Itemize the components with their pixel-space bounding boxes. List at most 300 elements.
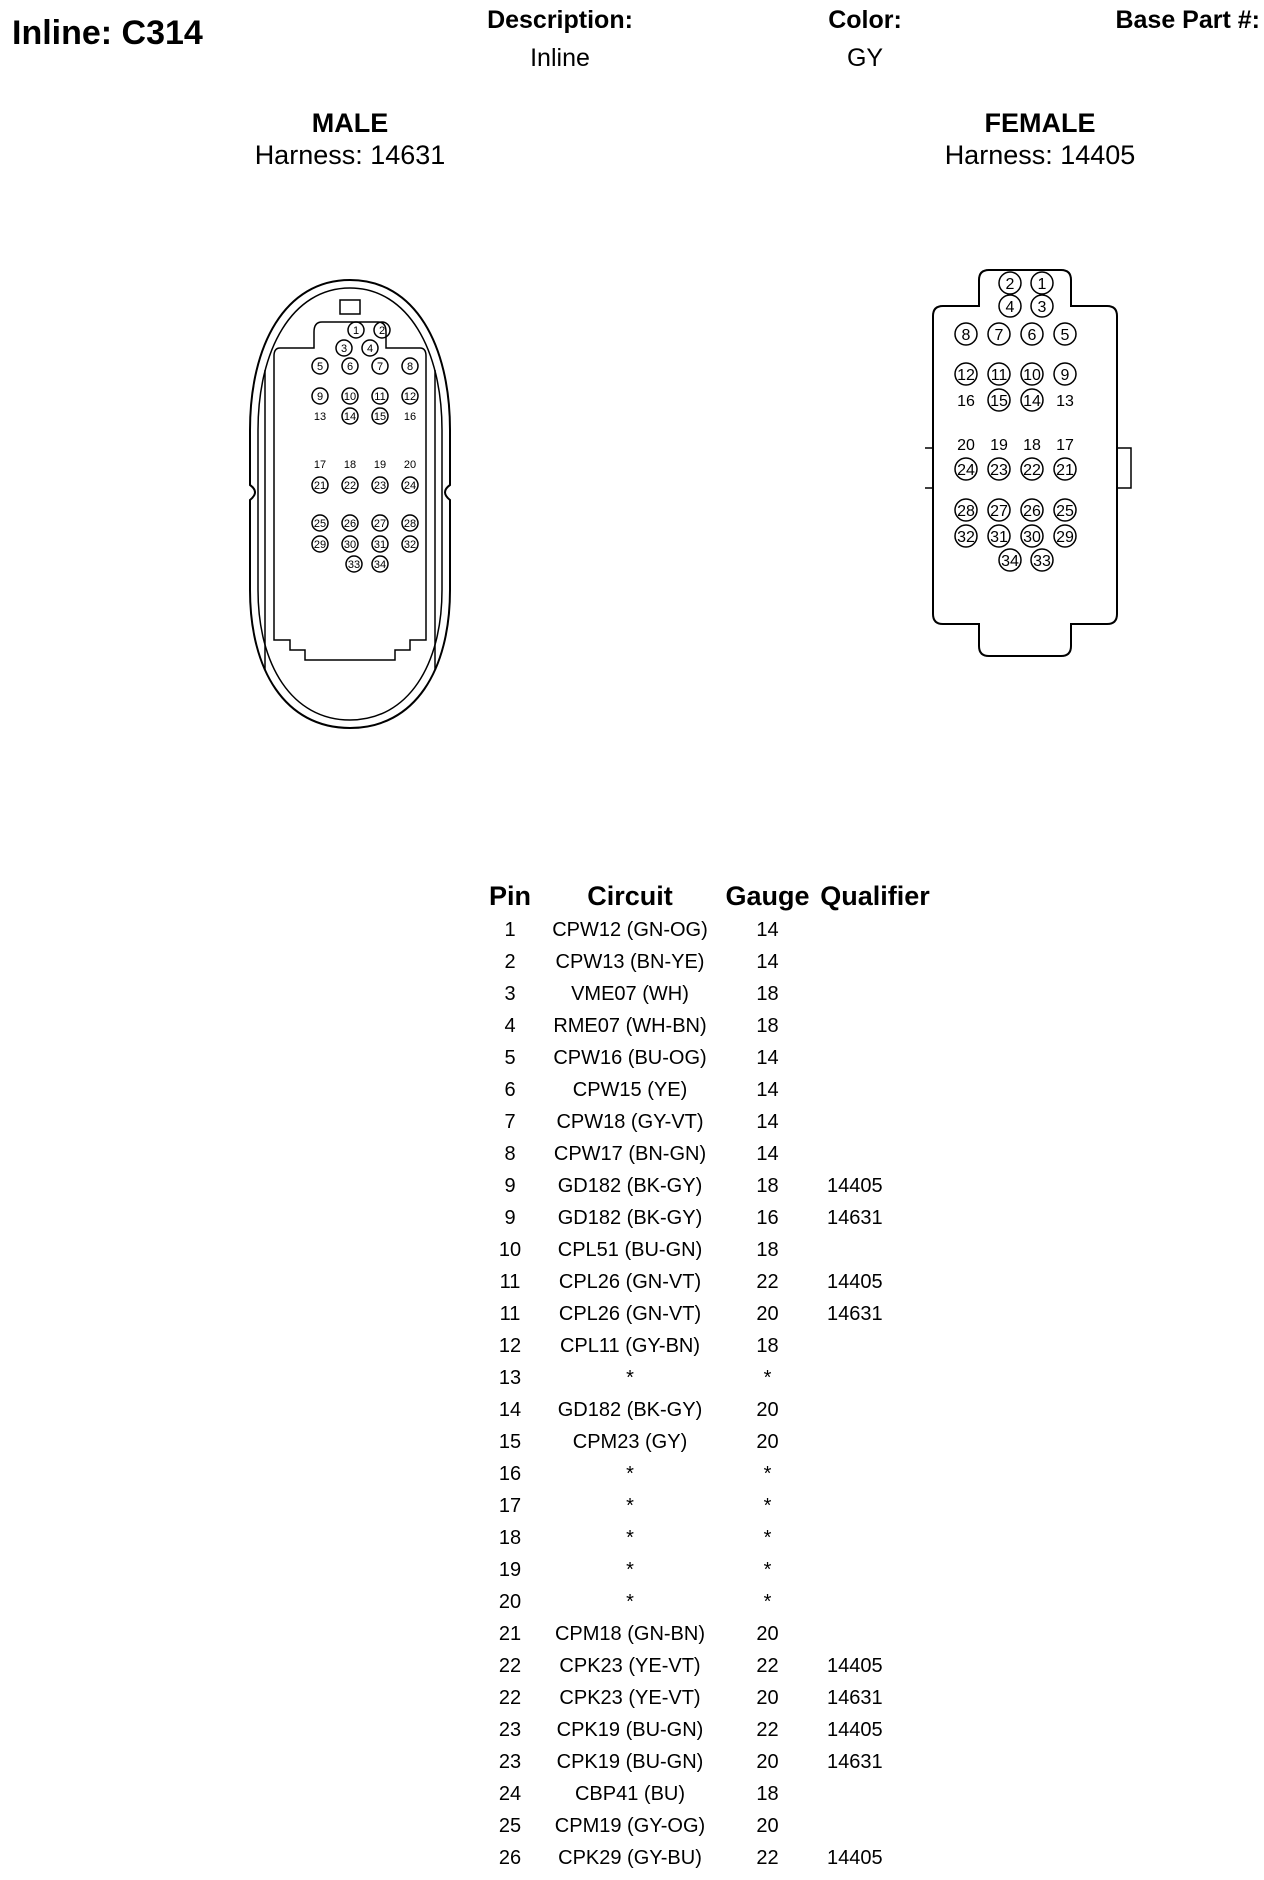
- cell-circuit: CPL11 (GY-BN): [559, 1334, 701, 1357]
- cell-circuit: CPM18 (GN-BN): [554, 1622, 705, 1645]
- cell-circuit: VME07 (WH): [571, 982, 689, 1005]
- pin-11: [372, 388, 388, 404]
- pin-label: 13: [313, 410, 327, 423]
- base-part-label: Base Part #:: [1115, 6, 1260, 34]
- pin-label: 11: [990, 366, 1008, 384]
- pin-label: 18: [343, 458, 357, 471]
- pin-label: 24: [403, 479, 417, 492]
- pin-9: [312, 388, 328, 404]
- pin-label: 7: [376, 360, 384, 373]
- pin-34: [999, 549, 1021, 571]
- cell-pin: 22: [498, 1654, 522, 1677]
- male-pin-group: [312, 322, 418, 572]
- pin-16: [957, 393, 975, 410]
- cell-circuit: CPM23 (GY): [572, 1430, 688, 1453]
- cell-qualifier: [815, 1074, 935, 1106]
- cell-pin: 13: [498, 1366, 522, 1389]
- pin-label: 22: [1023, 461, 1041, 479]
- pin-14: [1021, 389, 1043, 411]
- col-qualifier-header: Qualifier: [820, 880, 930, 911]
- pin-label: 10: [1023, 366, 1041, 384]
- table-row: [480, 1458, 935, 1490]
- pin-label: 30: [343, 538, 357, 551]
- table-row: [480, 1490, 935, 1522]
- color-label: Color:: [828, 6, 902, 34]
- cell-circuit: CPL51 (BU-GN): [557, 1238, 703, 1261]
- cell-qualifier: 14631: [827, 1750, 883, 1773]
- cell-circuit: GD182 (BK-GY): [557, 1206, 703, 1229]
- cell-qualifier: [815, 1490, 935, 1522]
- pin-table-body: [480, 914, 935, 1874]
- pin-label: 2: [378, 324, 386, 337]
- pin-11: [988, 363, 1010, 385]
- pin-29: [312, 536, 328, 552]
- pin-label: 15: [990, 392, 1008, 410]
- cell-gauge: 14: [756, 1110, 779, 1133]
- cell-qualifier: [815, 1586, 935, 1618]
- cell-pin: 16: [498, 1462, 522, 1485]
- table-row: [480, 1746, 935, 1778]
- cell-circuit: CPW12 (GN-OG): [552, 918, 708, 941]
- table-row: [480, 1170, 935, 1202]
- cell-qualifier: 14631: [827, 1302, 883, 1325]
- pin-label: 12: [957, 366, 975, 384]
- cell-pin: 7: [504, 1110, 516, 1133]
- pin-31: [988, 525, 1010, 547]
- table-row: [480, 1586, 935, 1618]
- table-row: [480, 1522, 935, 1554]
- cell-qualifier: [815, 1330, 935, 1362]
- cell-pin: 6: [504, 1078, 516, 1101]
- cell-pin: 21: [498, 1622, 522, 1645]
- cell-pin: 25: [498, 1814, 522, 1837]
- cell-pin: 10: [498, 1238, 522, 1261]
- cell-qualifier: 14405: [827, 1654, 883, 1677]
- cell-circuit: *: [626, 1590, 634, 1613]
- cell-circuit: *: [626, 1558, 634, 1581]
- pin-33: [1031, 549, 1053, 571]
- pin-2: [374, 322, 390, 338]
- cell-gauge: 14: [756, 918, 779, 941]
- page-title: Inline: C314: [12, 14, 203, 52]
- pin-26: [1021, 499, 1043, 521]
- cell-qualifier: [815, 1042, 935, 1074]
- pin-8: [402, 358, 418, 374]
- cell-gauge: 18: [756, 982, 779, 1005]
- pin-label: 9: [316, 390, 324, 403]
- pin-label: 25: [313, 517, 327, 530]
- pin-27: [372, 515, 388, 531]
- pin-label: 19: [373, 458, 387, 471]
- cell-gauge: *: [763, 1366, 772, 1389]
- col-pin-header: Pin: [488, 880, 531, 911]
- pin-8: [955, 323, 977, 345]
- pin-6: [342, 358, 358, 374]
- cell-circuit: GD182 (BK-GY): [557, 1174, 703, 1197]
- cell-qualifier: 14631: [827, 1206, 883, 1229]
- pin-label: 20: [403, 458, 417, 471]
- table-row: [480, 1714, 935, 1746]
- pin-30: [342, 536, 358, 552]
- pin-33: [346, 556, 362, 572]
- pin-label: 5: [1060, 326, 1070, 344]
- female-pin-group: [955, 272, 1076, 571]
- female-connector-diagram: [925, 258, 1155, 658]
- pin-32: [955, 525, 977, 547]
- pin-22: [342, 477, 358, 493]
- pin-label: 18: [1023, 436, 1041, 454]
- pin-22: [1021, 458, 1043, 480]
- cell-gauge: 22: [756, 1654, 779, 1677]
- cell-qualifier: [815, 1554, 935, 1586]
- pin-10: [1021, 363, 1043, 385]
- cell-gauge: *: [763, 1494, 772, 1517]
- table-row: [480, 1650, 935, 1682]
- pin-26: [342, 515, 358, 531]
- pin-label: 27: [373, 517, 387, 530]
- cell-pin: 5: [504, 1046, 516, 1069]
- cell-circuit: *: [626, 1366, 634, 1389]
- pin-label: 3: [340, 342, 348, 355]
- cell-gauge: 20: [756, 1302, 779, 1325]
- cell-pin: 4: [504, 1014, 516, 1037]
- cell-gauge: 14: [756, 1142, 779, 1165]
- cell-pin: 22: [498, 1686, 522, 1709]
- pin-label: 17: [1056, 436, 1074, 454]
- cell-gauge: 20: [756, 1814, 779, 1837]
- cell-qualifier: [815, 1618, 935, 1650]
- pin-25: [312, 515, 328, 531]
- cell-qualifier: 14631: [827, 1686, 883, 1709]
- male-harness: Harness: 14631: [254, 140, 446, 170]
- cell-pin: 8: [504, 1142, 516, 1165]
- pin-24: [402, 477, 418, 493]
- pin-label: 34: [373, 558, 387, 571]
- col-circuit-header: Circuit: [587, 880, 673, 911]
- pin-label: 10: [343, 390, 357, 403]
- pin-label: 1: [352, 324, 360, 337]
- table-row: [480, 1554, 935, 1586]
- pin-30: [1021, 525, 1043, 547]
- table-row: [480, 1266, 935, 1298]
- pin-13: [314, 411, 326, 423]
- cell-circuit: CPK19 (BU-GN): [556, 1750, 704, 1773]
- cell-qualifier: [815, 1234, 935, 1266]
- cell-circuit: CPK23 (YE-VT): [559, 1686, 701, 1709]
- table-row: [480, 1010, 935, 1042]
- pin-label: 7: [994, 326, 1004, 344]
- cell-qualifier: [815, 1106, 935, 1138]
- cell-circuit: CPW18 (GY-VT): [556, 1110, 704, 1133]
- cell-gauge: 16: [756, 1206, 779, 1229]
- pin-label: 15: [373, 410, 387, 423]
- pin-label: 26: [1023, 502, 1041, 520]
- cell-circuit: GD182 (BK-GY): [557, 1398, 703, 1421]
- pin-label: 25: [1056, 502, 1074, 520]
- pin-3: [1031, 295, 1053, 317]
- table-row: [480, 1778, 935, 1810]
- male-title: MALE: [311, 108, 389, 138]
- pin-14: [342, 408, 358, 424]
- female-side-tab-right: [1117, 448, 1131, 488]
- cell-qualifier: 14405: [827, 1270, 883, 1293]
- pin-28: [402, 515, 418, 531]
- pin-label: 3: [1037, 298, 1047, 316]
- cell-circuit: RME07 (WH-BN): [553, 1014, 707, 1037]
- male-latch: [340, 300, 360, 314]
- cell-gauge: 14: [756, 950, 779, 973]
- cell-gauge: 22: [756, 1846, 779, 1869]
- pin-20: [404, 459, 416, 471]
- cell-pin: 11: [499, 1270, 521, 1293]
- table-row: [480, 1682, 935, 1714]
- cell-gauge: 18: [756, 1238, 779, 1261]
- cell-circuit: CBP41 (BU): [574, 1782, 686, 1805]
- cell-gauge: 18: [756, 1334, 779, 1357]
- pin-10: [342, 388, 358, 404]
- color-value: GY: [846, 44, 884, 72]
- pin-label: 16: [403, 410, 417, 423]
- table-row: [480, 1298, 935, 1330]
- pin-label: 1: [1037, 275, 1047, 293]
- cell-pin: 15: [498, 1430, 522, 1453]
- pin-16: [404, 411, 416, 423]
- table-row: [480, 1810, 935, 1842]
- pin-label: 14: [1023, 392, 1041, 410]
- pin-label: 27: [990, 502, 1008, 520]
- cell-pin: 14: [498, 1398, 522, 1421]
- cell-circuit: CPW17 (BN-GN): [553, 1142, 707, 1165]
- table-row: [480, 1106, 935, 1138]
- table-row: [480, 1202, 935, 1234]
- pin-32: [402, 536, 418, 552]
- female-side-tab-left: [925, 448, 933, 488]
- pin-label: 34: [1001, 552, 1019, 570]
- cell-gauge: 20: [756, 1622, 779, 1645]
- cell-qualifier: [815, 1394, 935, 1426]
- pin-label: 26: [343, 517, 357, 530]
- cell-pin: 20: [498, 1590, 522, 1613]
- cell-pin: 11: [499, 1302, 521, 1325]
- cell-circuit: *: [626, 1494, 634, 1517]
- female-title: FEMALE: [984, 108, 1096, 138]
- pin-21: [312, 477, 328, 493]
- pin-5: [1054, 323, 1076, 345]
- cell-gauge: 20: [756, 1430, 779, 1453]
- pin-9: [1054, 363, 1076, 385]
- cell-qualifier: [815, 1778, 935, 1810]
- pin-19: [374, 459, 386, 471]
- pin-label: 8: [961, 326, 971, 344]
- pin-label: 29: [313, 538, 327, 551]
- cell-qualifier: [815, 1426, 935, 1458]
- col-gauge-header: Gauge: [725, 880, 810, 911]
- pin-18: [344, 459, 356, 471]
- cell-circuit: CPL26 (GN-VT): [558, 1302, 702, 1325]
- pin-1: [1031, 272, 1053, 294]
- pin-25: [1054, 499, 1076, 521]
- cell-pin: 12: [498, 1334, 522, 1357]
- cell-qualifier: [815, 1362, 935, 1394]
- pin-18: [1023, 437, 1041, 454]
- pin-28: [955, 499, 977, 521]
- pin-2: [999, 272, 1021, 294]
- pin-label: 6: [346, 360, 354, 373]
- pin-label: 2: [1005, 275, 1015, 293]
- cell-qualifier: [815, 978, 935, 1010]
- cell-pin: 24: [498, 1782, 522, 1805]
- cell-gauge: *: [763, 1558, 772, 1581]
- pin-label: 21: [313, 479, 327, 492]
- male-connector-diagram: [240, 270, 460, 740]
- pin-4: [999, 295, 1021, 317]
- pin-label: 32: [957, 528, 975, 546]
- pin-label: 30: [1023, 528, 1041, 546]
- table-row: [480, 1426, 935, 1458]
- pin-label: 28: [403, 517, 417, 530]
- cell-pin: 23: [498, 1750, 522, 1773]
- pin-label: 23: [373, 479, 387, 492]
- pin-label: 24: [957, 461, 975, 479]
- cell-gauge: *: [763, 1590, 772, 1613]
- pin-24: [955, 458, 977, 480]
- cell-gauge: 18: [756, 1782, 779, 1805]
- pin-20: [957, 437, 975, 454]
- pin-15: [988, 389, 1010, 411]
- pin-label: 33: [347, 558, 361, 571]
- cell-circuit: CPW16 (BU-OG): [553, 1046, 707, 1069]
- pin-34: [372, 556, 388, 572]
- table-row: [480, 1138, 935, 1170]
- pin-label: 11: [374, 390, 386, 403]
- male-housing-outline: [250, 280, 450, 728]
- pin-label: 31: [990, 528, 1008, 546]
- cell-pin: 18: [498, 1526, 522, 1549]
- cell-pin: 9: [504, 1174, 516, 1197]
- cell-gauge: 22: [756, 1718, 779, 1741]
- table-row: [480, 978, 935, 1010]
- cell-pin: 9: [504, 1206, 516, 1229]
- cell-qualifier: 14405: [827, 1846, 883, 1869]
- cell-qualifier: [815, 946, 935, 978]
- pin-15: [372, 408, 388, 424]
- pin-17: [314, 459, 326, 471]
- table-row: [480, 946, 935, 978]
- table-row: [480, 914, 935, 946]
- pin-21: [1054, 458, 1076, 480]
- cell-gauge: 18: [756, 1174, 779, 1197]
- pin-label: 8: [406, 360, 414, 373]
- pin-table: [480, 878, 935, 1874]
- pin-label: 28: [957, 502, 975, 520]
- pin-7: [988, 323, 1010, 345]
- cell-gauge: 14: [756, 1078, 779, 1101]
- pin-label: 33: [1033, 552, 1051, 570]
- cell-pin: 17: [498, 1494, 522, 1517]
- pin-label: 32: [403, 538, 417, 551]
- cell-gauge: 20: [756, 1398, 779, 1421]
- pin-label: 23: [990, 461, 1008, 479]
- pin-label: 16: [957, 392, 975, 410]
- cell-gauge: 18: [756, 1014, 779, 1037]
- table-row: [480, 1618, 935, 1650]
- table-row: [480, 1042, 935, 1074]
- cell-pin: 26: [498, 1846, 522, 1869]
- table-row: [480, 1842, 935, 1874]
- cell-circuit: *: [626, 1526, 634, 1549]
- cell-circuit: *: [626, 1462, 634, 1485]
- pin-label: 13: [1056, 392, 1074, 410]
- female-harness: Harness: 14405: [944, 140, 1136, 170]
- cell-gauge: 20: [756, 1686, 779, 1709]
- table-row: [480, 1074, 935, 1106]
- pin-1: [348, 322, 364, 338]
- cell-gauge: 14: [756, 1046, 779, 1069]
- cell-circuit: CPM19 (GY-OG): [554, 1814, 706, 1837]
- pin-3: [336, 340, 352, 356]
- pin-5: [312, 358, 328, 374]
- cell-qualifier: [815, 1138, 935, 1170]
- cell-qualifier: [815, 1522, 935, 1554]
- cell-pin: 3: [504, 982, 516, 1005]
- cell-gauge: 20: [756, 1750, 779, 1773]
- cell-gauge: *: [763, 1462, 772, 1485]
- pin-label: 12: [403, 390, 417, 403]
- description-label: Description:: [487, 6, 633, 34]
- pin-label: 21: [1056, 461, 1074, 479]
- pin-label: 14: [343, 410, 357, 423]
- pin-27: [988, 499, 1010, 521]
- pin-label: 31: [373, 538, 387, 551]
- pin-17: [1056, 437, 1074, 454]
- cell-circuit: CPK23 (YE-VT): [559, 1654, 701, 1677]
- pin-label: 29: [1056, 528, 1074, 546]
- pin-7: [372, 358, 388, 374]
- cell-qualifier: [815, 914, 935, 946]
- pin-label: 17: [313, 458, 327, 471]
- pin-label: 20: [957, 436, 975, 454]
- pin-31: [372, 536, 388, 552]
- table-row: [480, 1234, 935, 1266]
- table-row: [480, 1362, 935, 1394]
- table-row: [480, 1330, 935, 1362]
- pin-label: 9: [1060, 366, 1070, 384]
- pin-12: [402, 388, 418, 404]
- pin-label: 4: [1005, 298, 1015, 316]
- pin-13: [1056, 393, 1074, 410]
- cell-qualifier: 14405: [827, 1718, 883, 1741]
- cell-gauge: 22: [756, 1270, 779, 1293]
- table-header-row: [480, 878, 935, 914]
- cell-circuit: CPL26 (GN-VT): [558, 1270, 702, 1293]
- pin-4: [362, 340, 378, 356]
- cell-pin: 2: [504, 950, 516, 973]
- cell-circuit: CPW13 (BN-YE): [555, 950, 705, 973]
- pin-29: [1054, 525, 1076, 547]
- cell-qualifier: [815, 1010, 935, 1042]
- pin-label: 19: [990, 436, 1008, 454]
- cell-circuit: CPK19 (BU-GN): [556, 1718, 704, 1741]
- pin-19: [990, 437, 1008, 454]
- table-row: [480, 1394, 935, 1426]
- cell-qualifier: 14405: [827, 1174, 883, 1197]
- cell-gauge: *: [763, 1526, 772, 1549]
- cell-pin: 1: [504, 918, 516, 941]
- pin-label: 4: [366, 342, 374, 355]
- pin-12: [955, 363, 977, 385]
- cell-qualifier: [815, 1458, 935, 1490]
- pin-23: [988, 458, 1010, 480]
